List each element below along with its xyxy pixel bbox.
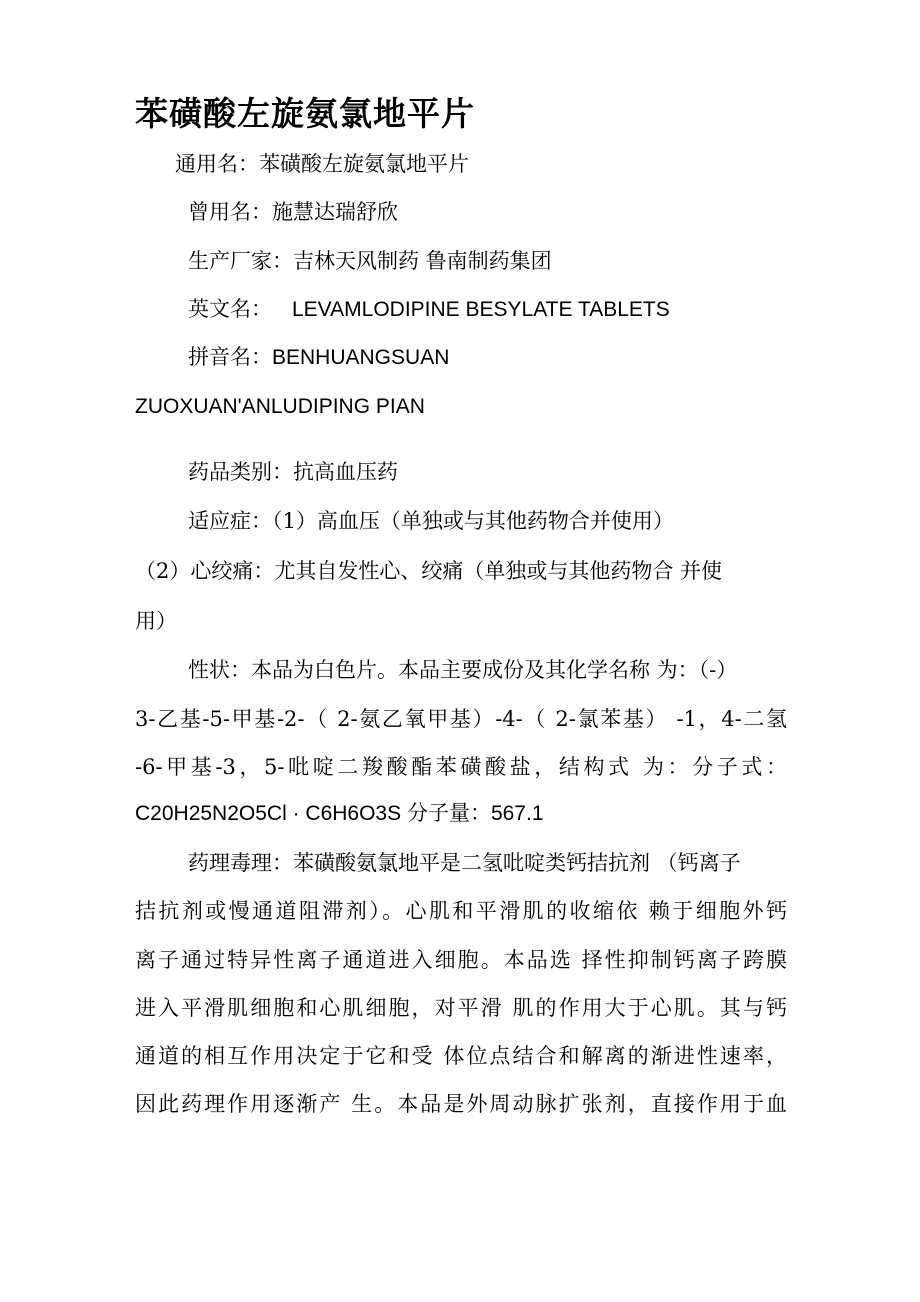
english-name-label: 英文名： (188, 297, 272, 321)
english-name-value: LEVAMLODIPINE BESYLATE TABLETS (292, 298, 670, 321)
manufacturer: 生产厂家：吉林天风制药 鲁南制药集团 (188, 249, 552, 273)
indications-line-2: （2）心绞痛：尤其自发性心、绞痛（单独或与其他药物合 并使 (135, 559, 723, 583)
indications-line-1: 适应症：（1）高血压（单独或与其他药物合并使用） (188, 509, 674, 533)
pharmacology-line-5: 通道的相互作用决定于它和受 体位点结合和解离的渐进性速率， (135, 1044, 787, 1068)
properties-line-4: C20H25N2O5Cl · C6H6O3S 分子量：567.1 (135, 802, 544, 825)
page-title: 苯磺酸左旋氨氯地平片 (135, 94, 475, 133)
common-name: 通用名：苯磺酸左旋氨氯地平片 (175, 152, 469, 176)
properties-line-1: 性状：本品为白色片。本品主要成份及其化学名称 为：（-） (188, 658, 738, 682)
indications-line-3: 用） (135, 609, 177, 633)
pharmacology-line-1: 药理毒理：苯磺酸氨氯地平是二氢吡啶类钙拮抗剂 （钙离子 (188, 851, 741, 875)
drug-category: 药品类别：抗高血压药 (188, 460, 398, 484)
pharmacology-line-3: 离子通过特异性离子通道进入细胞。本品选 择性抑制钙离子跨膜 (135, 948, 787, 972)
english-name (188, 295, 670, 324)
former-name: 曾用名：施慧达瑞舒欣 (188, 200, 398, 224)
pharmacology-line-2: 拮抗剂或慢通道阻滞剂）。心肌和平滑肌的收缩依 赖于细胞外钙 (135, 899, 787, 923)
pinyin-name (188, 343, 449, 372)
pinyin-name-value-1: BENHUANGSUAN (272, 346, 450, 369)
pharmacology-line-4: 进入平滑肌细胞和心肌细胞，对平滑 肌的作用大于心肌。其与钙 (135, 996, 787, 1020)
pinyin-name-label: 拼音名： (188, 345, 272, 369)
pinyin-name-value-2: ZUOXUAN'ANLUDIPING PIAN (135, 395, 425, 418)
properties-line-2: 3-乙基-5-甲基-2-（ 2-氨乙氧甲基）-4-（ 2-氯苯基） -1，4-二氢 (135, 707, 787, 731)
properties-line-3: -6-甲基-3，5-吡啶二羧酸酯苯磺酸盐，结构式 为：分子式： (135, 755, 787, 779)
pharmacology-line-6: 因此药理作用逐渐产 生。本品是外周动脉扩张剂，直接作用于血 (135, 1092, 787, 1116)
